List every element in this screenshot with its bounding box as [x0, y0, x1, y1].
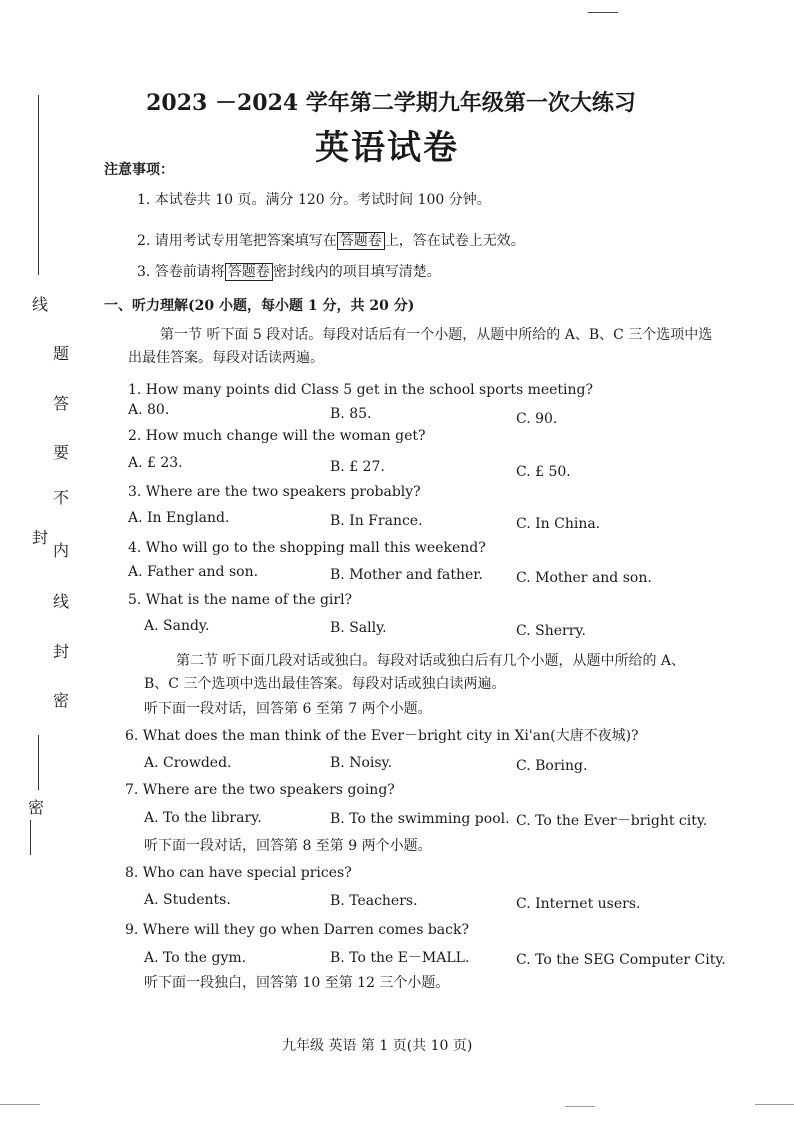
margin-rule-bottom [38, 735, 39, 790]
option-b: B. Mother and father. [330, 567, 483, 583]
question-stem: 8. Who can have special prices? [125, 865, 352, 881]
option-c: C. £ 50. [516, 464, 571, 480]
margin-char: 封 [32, 528, 49, 547]
margin-char: 内 [53, 541, 70, 560]
option-a: A. 80. [128, 402, 170, 418]
question-stem: 6. What does the man think of the Ever－bright city in Xi'an(大唐不夜城)? [125, 728, 639, 744]
bottom-mark-right [755, 1104, 794, 1105]
margin-char: 要 [53, 443, 70, 462]
exam-title: 2023 －2024 学年第二学期九年级第一次大练习 [146, 90, 636, 116]
monologue-intro: 听下面一段独白，回答第 10 至第 12 三个小题。 [144, 975, 450, 991]
option-b: B. In France. [330, 513, 423, 529]
answer-sheet-box: 答题卷 [225, 263, 273, 281]
option-b: B. Noisy. [330, 755, 393, 771]
margin-char: 线 [53, 592, 70, 611]
option-a: A. Crowded. [144, 755, 232, 771]
option-b: B. To the E－MALL. [330, 950, 470, 966]
option-c: C. Internet users. [516, 896, 641, 912]
question-stem: 5. What is the name of the girl? [128, 592, 353, 608]
notice-item-2-pre: 2. 请用考试专用笔把答案填写在 [137, 233, 337, 249]
notice-item-1: 1. 本试卷共 10 页。满分 120 分。考试时间 100 分钟。 [137, 192, 491, 208]
question-stem: 2. How much change will the woman get? [128, 428, 426, 444]
part1-instructions-line2: 出最佳答案。每段对话读两遍。 [128, 350, 324, 366]
exam-subtitle: 英语试卷 [315, 128, 459, 168]
notice-item-3 [137, 265, 441, 279]
question-stem: 1. How many points did Class 5 get in the school sports meeting? [128, 382, 594, 398]
margin-char: 密 [28, 798, 45, 817]
option-c: C. Sherry. [516, 623, 586, 639]
notice-item-3-pre: 3. 答卷前请将 [137, 264, 225, 280]
option-c: C. To the SEG Computer City. [516, 952, 726, 968]
margin-char: 封 [53, 642, 70, 661]
notice-item-3-post: 密封线内的项目填写清楚。 [272, 264, 441, 280]
option-c: C. In China. [516, 516, 601, 532]
notice-item-2-post: 上，答在试卷上无效。 [384, 233, 525, 249]
option-a: A. £ 23. [128, 455, 183, 471]
question-stem: 3. Where are the two speakers probably? [128, 484, 421, 500]
option-b: B. To the swimming pool. [330, 811, 510, 827]
option-c: C. To the Ever－bright city. [516, 813, 708, 829]
dialogue-intro: 听下面一段对话，回答第 8 至第 9 两个小题。 [144, 838, 432, 854]
option-a: A. Sandy. [144, 618, 210, 634]
margin-char: 题 [53, 344, 70, 363]
option-b: B. 85. [330, 406, 372, 422]
notice-heading: 注意事项： [104, 162, 174, 178]
margin-char: 线 [32, 295, 49, 314]
margin-rule-lower [30, 820, 31, 855]
top-mark [588, 12, 618, 13]
option-b: B. £ 27. [330, 459, 385, 475]
dialogue-intro: 听下面一段对话，回答第 6 至第 7 两个小题。 [144, 701, 432, 717]
part1-instructions-line1: 第一节 听下面 5 段对话。每段对话后有一个小题，从题中所给的 A、B、C 三个选项中选 [160, 327, 713, 343]
answer-sheet-box: 答题卷 [337, 232, 385, 250]
option-c: C. Mother and son. [516, 570, 652, 586]
section-heading: 一、听力理解(20 小题，每小题 1 分，共 20 分) [104, 298, 415, 314]
margin-char: 密 [53, 691, 70, 710]
option-b: B. Teachers. [330, 893, 418, 909]
option-c: C. 90. [516, 411, 558, 427]
bottom-mark-center [565, 1106, 595, 1107]
option-a: A. In England. [128, 510, 230, 526]
question-stem: 7. Where are the two speakers going? [125, 782, 395, 798]
option-b: B. Sally. [330, 620, 387, 636]
notice-item-2 [137, 234, 525, 248]
margin-char: 不 [53, 488, 70, 507]
page-footer: 九年级 英语 第 1 页(共 10 页) [282, 1038, 473, 1054]
option-c: C. Boring. [516, 758, 588, 774]
question-stem: 9. Where will they go when Darren comes back? [125, 922, 469, 938]
option-a: A. Father and son. [128, 564, 259, 580]
option-a: A. Students. [144, 892, 231, 908]
part2-instructions-line2: B、C 三个选项中选出最佳答案。每段对话或独白读两遍。 [144, 676, 506, 692]
margin-char: 答 [53, 394, 70, 413]
option-a: A. To the library. [144, 810, 262, 826]
option-a: A. To the gym. [144, 950, 247, 966]
part2-instructions-line1: 第二节 听下面几段对话或独白。每段对话或独白后有几个小题，从题中所给的 A、 [176, 653, 686, 669]
question-stem: 4. Who will go to the shopping mall this weekend? [128, 540, 486, 556]
bottom-mark-left [0, 1104, 40, 1105]
